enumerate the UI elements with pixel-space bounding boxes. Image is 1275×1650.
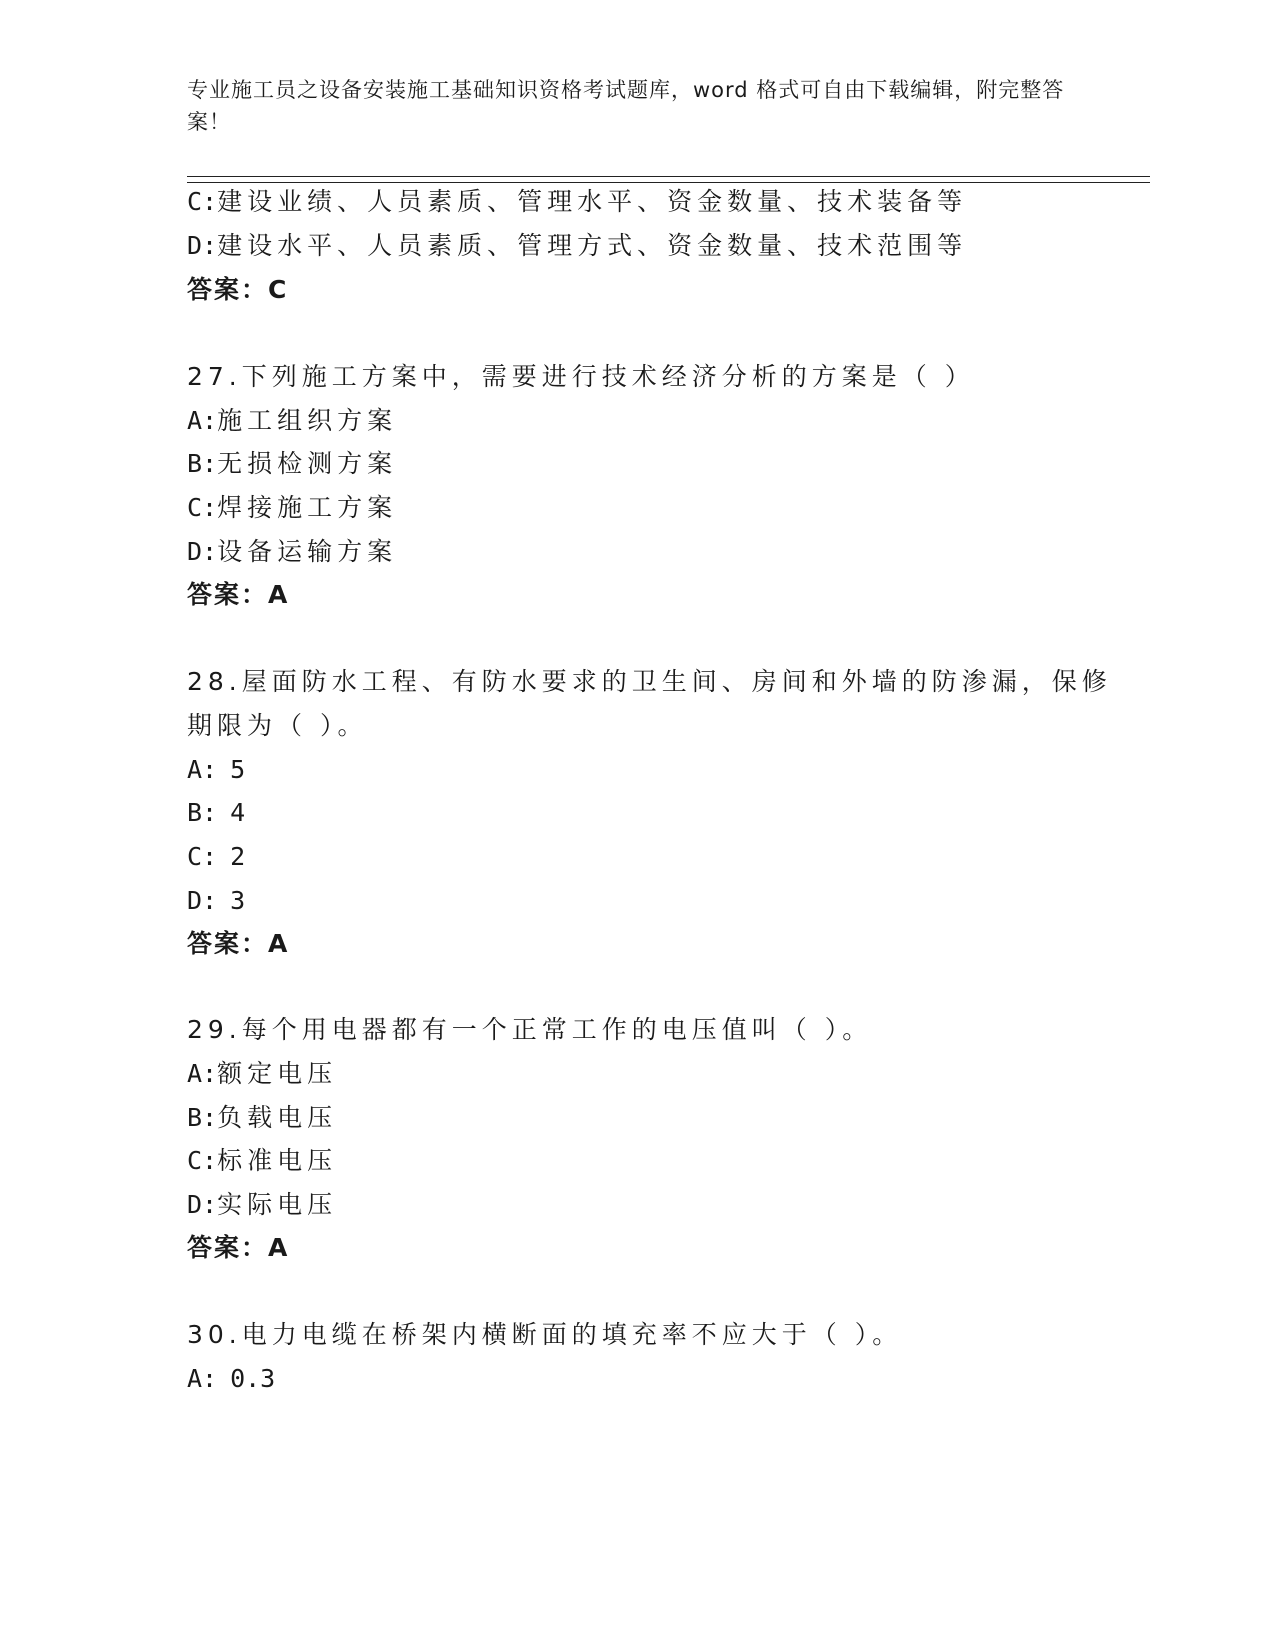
header-rule-top (187, 176, 1150, 177)
option-text: 负载电压 (217, 1103, 338, 1132)
option-text: 3 (230, 886, 246, 915)
option-text: 5 (230, 755, 246, 784)
q27-option-c (187, 493, 397, 523)
option-key: A: (187, 406, 218, 435)
q30-option-a (187, 1364, 275, 1394)
option-key: A: (187, 755, 218, 784)
option-key: D: (187, 231, 218, 260)
q26-answer: 答案：C (187, 275, 289, 304)
q27-option-d (187, 537, 397, 567)
option-text: 焊接施工方案 (217, 493, 398, 522)
option-key: B: (187, 798, 218, 827)
q27-question: 27.下列施工方案中，需要进行技术经济分析的方案是（ ） (187, 362, 975, 391)
option-text: 标准电压 (217, 1146, 338, 1175)
q29-option-b (187, 1103, 337, 1133)
q28-option-c (187, 842, 245, 872)
q29-option-c (187, 1146, 337, 1176)
option-key: C: (187, 1146, 218, 1175)
option-text: 无损检测方案 (217, 449, 398, 478)
header-rule-bottom (187, 182, 1150, 183)
option-key: D: (187, 1190, 218, 1219)
q29-option-a (187, 1059, 337, 1089)
q28-option-a (187, 755, 245, 785)
option-text: 设备运输方案 (217, 537, 398, 566)
q28-question-line2: 期限为（ ）。 (187, 711, 368, 740)
option-key: B: (187, 449, 218, 478)
q29-option-d (187, 1190, 337, 1220)
option-key: D: (187, 886, 218, 915)
option-text: 施工组织方案 (217, 406, 398, 435)
option-text: 实际电压 (217, 1190, 338, 1219)
option-text: 4 (230, 798, 246, 827)
option-key: B: (187, 1103, 218, 1132)
q28-option-b (187, 798, 245, 828)
q27-option-a (187, 406, 397, 436)
option-key: C: (187, 842, 218, 871)
option-key: A: (187, 1364, 218, 1393)
option-key: C: (187, 493, 218, 522)
option-key: D: (187, 537, 218, 566)
q26-option-d (187, 231, 967, 261)
option-text: 2 (230, 842, 246, 871)
option-text: 建设水平、人员素质、管理方式、资金数量、技术范围等 (217, 231, 968, 260)
q27-option-b (187, 449, 397, 479)
option-key: A: (187, 1059, 218, 1088)
option-text: 建设业绩、人员素质、管理水平、资金数量、技术装备等 (217, 187, 968, 216)
q30-question: 30.电力电缆在桥架内横断面的填充率不应大于（ ）。 (187, 1320, 903, 1349)
q29-answer: 答案：A (187, 1233, 290, 1262)
option-text: 额定电压 (217, 1059, 338, 1088)
document-header: 专业施工员之设备安装施工基础知识资格考试题库，word 格式可自由下载编辑，附完整答案！ (187, 78, 1065, 134)
q28-option-d (187, 886, 245, 916)
q26-option-c (187, 187, 967, 217)
q28-question-line1: 28.屋面防水工程、有防水要求的卫生间、房间和外墙的防渗漏，保修 (187, 667, 1112, 696)
option-key: C: (187, 187, 218, 216)
q28-answer: 答案：A (187, 929, 290, 958)
option-text: 0.3 (230, 1364, 276, 1393)
q27-answer: 答案：A (187, 580, 290, 609)
q29-question: 29.每个用电器都有一个正常工作的电压值叫（ ）。 (187, 1015, 873, 1044)
